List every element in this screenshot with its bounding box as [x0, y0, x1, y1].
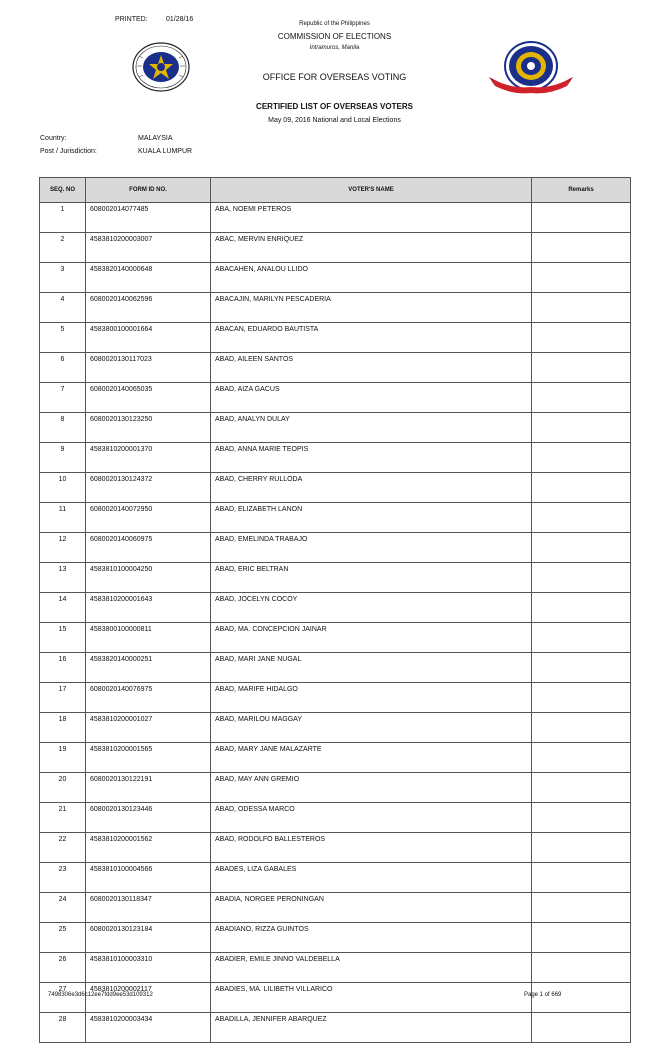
table-row [40, 893, 631, 923]
table-row [40, 533, 631, 563]
seq-cell: 5 [40, 323, 86, 353]
form-id-cell: 4583800100001664 [86, 323, 211, 353]
column-header-remarks: Remarks [532, 178, 631, 203]
form-id-cell: 6080020130123446 [86, 803, 211, 833]
form-id-cell: 6080020130122191 [86, 773, 211, 803]
remarks-cell [532, 443, 631, 473]
remarks-cell [532, 593, 631, 623]
remarks-cell [532, 953, 631, 983]
voter-name-cell: ABAD, MARILOU MAGGAY [211, 713, 532, 743]
comelec-seal-icon [131, 42, 191, 92]
form-id-cell: 4583820140000648 [86, 263, 211, 293]
form-id-cell: 6080020130117023 [86, 353, 211, 383]
remarks-cell [532, 263, 631, 293]
form-id-cell: 6080020130123250 [86, 413, 211, 443]
table-row [40, 833, 631, 863]
seq-cell: 11 [40, 503, 86, 533]
remarks-cell [532, 923, 631, 953]
voter-name-cell: ABAD, ANNA MARIE TEOPIS [211, 443, 532, 473]
seq-cell: 16 [40, 653, 86, 683]
seq-cell: 17 [40, 683, 86, 713]
seq-cell: 28 [40, 1013, 86, 1043]
form-id-cell: 6080020130123184 [86, 923, 211, 953]
remarks-cell [532, 713, 631, 743]
table-row [40, 803, 631, 833]
table-row [40, 713, 631, 743]
table-row [40, 323, 631, 353]
voter-name-cell: ABADES, LIZA GABALES [211, 863, 532, 893]
voter-name-cell: ABAD, MARI JANE NUGAL [211, 653, 532, 683]
voter-name-cell: ABACAHEN, ANALOU LLIDO [211, 263, 532, 293]
table-row [40, 443, 631, 473]
remarks-cell [532, 863, 631, 893]
column-header-form-id: FORM ID NO. [86, 178, 211, 203]
remarks-cell [532, 773, 631, 803]
table-row [40, 413, 631, 443]
remarks-cell [532, 653, 631, 683]
seq-cell: 3 [40, 263, 86, 293]
seq-cell: 24 [40, 893, 86, 923]
seq-cell: 12 [40, 533, 86, 563]
voter-name-cell: ABAD, AILEEN SANTOS [211, 353, 532, 383]
voter-name-cell: ABAD, ODESSA MARCO [211, 803, 532, 833]
printed-date: 01/28/16 [166, 16, 194, 23]
form-id-cell: 4583800100000811 [86, 623, 211, 653]
seq-cell: 21 [40, 803, 86, 833]
form-id-cell: 6080020140065035 [86, 383, 211, 413]
remarks-cell [532, 233, 631, 263]
document-hash: 7498306e3d6c12ee7fdd9ee53d109312 [48, 992, 153, 998]
commission-line: COMMISSION OF ELECTIONS [277, 32, 392, 41]
form-id-cell: 4583810200002117 [86, 983, 211, 1013]
voter-name-cell: ABADILLA, JENNIFER ABARQUEZ [211, 1013, 532, 1043]
table-row [40, 953, 631, 983]
remarks-cell [532, 383, 631, 413]
voters-table [39, 177, 631, 1043]
post-label: Post / Jurisdiction: [40, 148, 97, 155]
table-row [40, 1013, 631, 1043]
voter-name-cell: ABACAJIN, MARILYN PESCADERIA [211, 293, 532, 323]
remarks-cell [532, 833, 631, 863]
remarks-cell [532, 413, 631, 443]
remarks-cell [532, 533, 631, 563]
voter-name-cell: ABAC, MERVIN ENRIQUEZ [211, 233, 532, 263]
seq-cell: 9 [40, 443, 86, 473]
remarks-cell [532, 293, 631, 323]
ofov-seal-icon [489, 39, 573, 97]
remarks-cell [532, 893, 631, 923]
voter-name-cell: ABAD, MARIFE HIDALGO [211, 683, 532, 713]
document-title: CERTIFIED LIST OF OVERSEAS VOTERS [256, 102, 413, 111]
voter-name-cell: ABAD, ANALYN DULAY [211, 413, 532, 443]
voter-name-cell: ABAD, EMELINDA TRABAJO [211, 533, 532, 563]
page-number: Page 1 of 669 [524, 992, 562, 998]
table-row [40, 203, 631, 233]
office-line: OFFICE FOR OVERSEAS VOTING [262, 72, 407, 82]
voter-name-cell: ABADIER, EMILE JINNO VALDEBELLA [211, 953, 532, 983]
form-id-cell: 4583820140000251 [86, 653, 211, 683]
seq-cell: 15 [40, 623, 86, 653]
seq-cell: 10 [40, 473, 86, 503]
remarks-cell [532, 803, 631, 833]
table-row [40, 503, 631, 533]
voter-name-cell: ABAD, MAY ANN GREMIO [211, 773, 532, 803]
form-id-cell: 6080020140062596 [86, 293, 211, 323]
seq-cell: 6 [40, 353, 86, 383]
seq-cell: 2 [40, 233, 86, 263]
remarks-cell [532, 323, 631, 353]
form-id-cell: 6080020140060975 [86, 533, 211, 563]
seq-cell: 8 [40, 413, 86, 443]
remarks-cell [532, 563, 631, 593]
voter-name-cell: ABAD, ELIZABETH LANON [211, 503, 532, 533]
voter-name-cell: ABADIA, NORGEE PERONINGAN [211, 893, 532, 923]
seq-cell: 23 [40, 863, 86, 893]
table-row [40, 563, 631, 593]
voter-name-cell: ABAD, JOCELYN COCOY [211, 593, 532, 623]
form-id-cell: 4583810100004566 [86, 863, 211, 893]
table-row [40, 683, 631, 713]
seq-cell: 26 [40, 953, 86, 983]
voter-name-cell: ABAD, RODOLFO BALLESTEROS [211, 833, 532, 863]
seq-cell: 13 [40, 563, 86, 593]
form-id-cell: 608002014077485 [86, 203, 211, 233]
seq-cell: 7 [40, 383, 86, 413]
seq-cell: 20 [40, 773, 86, 803]
table-row [40, 473, 631, 503]
remarks-cell [532, 473, 631, 503]
voter-name-cell: ABADIES, MA. LILIBETH VILLARICO [211, 983, 532, 1013]
table-row [40, 233, 631, 263]
table-row [40, 863, 631, 893]
remarks-cell [532, 743, 631, 773]
republic-line: Republic of the Philippines [299, 21, 370, 27]
form-id-cell: 6080020130118347 [86, 893, 211, 923]
form-id-cell: 4583810200001027 [86, 713, 211, 743]
table-row [40, 623, 631, 653]
remarks-cell [532, 1013, 631, 1043]
form-id-cell: 6080020140072950 [86, 503, 211, 533]
table-row [40, 923, 631, 953]
seq-cell: 19 [40, 743, 86, 773]
form-id-cell: 4583810200001565 [86, 743, 211, 773]
voter-name-cell: ABAD, AIZA GACUS [211, 383, 532, 413]
remarks-cell [532, 623, 631, 653]
seq-cell: 27 [40, 983, 86, 1013]
remarks-cell [532, 683, 631, 713]
table-row [40, 263, 631, 293]
table-body [40, 203, 631, 1043]
post-value: KUALA LUMPUR [138, 148, 193, 155]
country-value: MALAYSIA [138, 135, 173, 142]
seq-cell: 25 [40, 923, 86, 953]
seq-cell: 14 [40, 593, 86, 623]
voter-name-cell: ABAD, MARY JANE MALAZARTE [211, 743, 532, 773]
table-row [40, 353, 631, 383]
voter-name-cell: ABA, NOEMI PETEROS [211, 203, 532, 233]
voter-name-cell: ABAD, ERIC BELTRAN [211, 563, 532, 593]
form-id-cell: 6080020130124372 [86, 473, 211, 503]
table-header-row [40, 178, 631, 203]
form-id-cell: 4583810100003310 [86, 953, 211, 983]
form-id-cell: 4583810200003007 [86, 233, 211, 263]
remarks-cell [532, 203, 631, 233]
column-header-voter-name: VOTER'S NAME [211, 178, 532, 203]
printed-label: PRINTED: [115, 16, 148, 23]
voter-name-cell: ABAD, MA. CONCEPCION JAINAR [211, 623, 532, 653]
form-id-cell: 4583810200003434 [86, 1013, 211, 1043]
table-row [40, 293, 631, 323]
form-id-cell: 4583810100004250 [86, 563, 211, 593]
seq-cell: 18 [40, 713, 86, 743]
form-id-cell: 4583810200001370 [86, 443, 211, 473]
table-row [40, 653, 631, 683]
table-row [40, 773, 631, 803]
remarks-cell [532, 353, 631, 383]
country-label: Country: [40, 135, 67, 142]
voter-name-cell: ABAD, CHERRY RULLODA [211, 473, 532, 503]
table-row [40, 743, 631, 773]
form-id-cell: 4583810200001643 [86, 593, 211, 623]
voter-name-cell: ABADIANO, RIZZA GUINTOS [211, 923, 532, 953]
form-id-cell: 6080020140076975 [86, 683, 211, 713]
remarks-cell [532, 503, 631, 533]
table-row [40, 383, 631, 413]
table-row [40, 593, 631, 623]
column-header-seq: SEQ. NO [40, 178, 86, 203]
election-line: May 09, 2016 National and Local Elections [268, 117, 401, 124]
location-line: Intramuros, Manila [309, 45, 360, 51]
voter-name-cell: ABACAN, EDUARDO BAUTISTA [211, 323, 532, 353]
seq-cell: 4 [40, 293, 86, 323]
seq-cell: 22 [40, 833, 86, 863]
seq-cell: 1 [40, 203, 86, 233]
form-id-cell: 4583810200001562 [86, 833, 211, 863]
